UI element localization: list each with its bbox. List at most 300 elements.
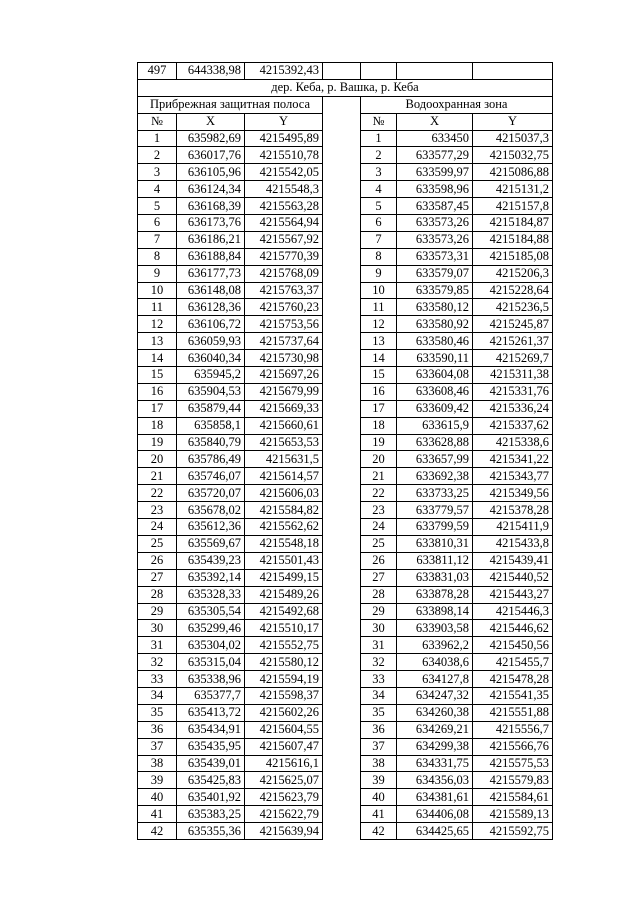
point-number: 29 bbox=[361, 603, 397, 620]
point-number: 16 bbox=[361, 383, 397, 400]
x-value: 636128,36 bbox=[177, 299, 245, 316]
table-row bbox=[138, 654, 553, 671]
y-value: 4215331,76 bbox=[473, 383, 553, 400]
y-value: 4215584,61 bbox=[473, 789, 553, 806]
y-value: 4215564,94 bbox=[245, 215, 323, 232]
x-value: 636188,84 bbox=[177, 248, 245, 265]
table-row bbox=[138, 772, 553, 789]
point-number: 40 bbox=[361, 789, 397, 806]
x-value: 636186,21 bbox=[177, 231, 245, 248]
point-number: 3 bbox=[138, 164, 177, 181]
title-row bbox=[138, 79, 553, 96]
point-number: 14 bbox=[138, 350, 177, 367]
x-value: 633962,2 bbox=[397, 637, 473, 654]
y-value: 4215653,53 bbox=[245, 434, 323, 451]
gap-cell bbox=[323, 772, 361, 789]
empty-cell bbox=[397, 63, 473, 80]
x-value: 635392,14 bbox=[177, 569, 245, 586]
y-value: 4215392,43 bbox=[245, 63, 323, 80]
gap-cell bbox=[323, 586, 361, 603]
table-row bbox=[138, 687, 553, 704]
y-value: 4215439,41 bbox=[473, 552, 553, 569]
gap-cell bbox=[323, 181, 361, 198]
table-row bbox=[138, 333, 553, 350]
table-row bbox=[138, 417, 553, 434]
y-value: 4215730,98 bbox=[245, 350, 323, 367]
point-number: 16 bbox=[138, 383, 177, 400]
point-number: 6 bbox=[138, 215, 177, 232]
gap-cell bbox=[323, 468, 361, 485]
point-number: 24 bbox=[361, 519, 397, 536]
col-header-x: X bbox=[177, 113, 245, 130]
y-value: 4215606,03 bbox=[245, 485, 323, 502]
x-value: 633811,12 bbox=[397, 552, 473, 569]
point-number: 30 bbox=[138, 620, 177, 637]
gap-cell bbox=[323, 231, 361, 248]
point-number: 41 bbox=[361, 806, 397, 823]
y-value: 4215770,39 bbox=[245, 248, 323, 265]
table-row bbox=[138, 603, 553, 620]
column-header-row bbox=[138, 113, 553, 130]
y-value: 4215562,62 bbox=[245, 519, 323, 536]
y-value: 4215563,28 bbox=[245, 198, 323, 215]
y-value: 4215760,23 bbox=[245, 299, 323, 316]
x-value: 636106,72 bbox=[177, 316, 245, 333]
y-value: 4215433,8 bbox=[473, 535, 553, 552]
table-row bbox=[138, 671, 553, 688]
y-value: 4215185,08 bbox=[473, 248, 553, 265]
gap-cell bbox=[323, 552, 361, 569]
point-number: 42 bbox=[361, 823, 397, 840]
y-value: 4215446,62 bbox=[473, 620, 553, 637]
point-number: 30 bbox=[361, 620, 397, 637]
y-value: 4215753,56 bbox=[245, 316, 323, 333]
y-value: 4215589,13 bbox=[473, 806, 553, 823]
point-number: 6 bbox=[361, 215, 397, 232]
table-row bbox=[138, 704, 553, 721]
point-number: 7 bbox=[361, 231, 397, 248]
y-value: 4215669,33 bbox=[245, 400, 323, 417]
table-row bbox=[138, 823, 553, 840]
y-value: 4215602,26 bbox=[245, 704, 323, 721]
point-number: 33 bbox=[138, 671, 177, 688]
gap-cell bbox=[323, 823, 361, 840]
y-value: 4215032,75 bbox=[473, 147, 553, 164]
point-number: 26 bbox=[138, 552, 177, 569]
y-value: 4215548,3 bbox=[245, 181, 323, 198]
point-number: 10 bbox=[138, 282, 177, 299]
x-value: 633573,31 bbox=[397, 248, 473, 265]
table-row bbox=[138, 586, 553, 603]
col-header-y: Y bbox=[245, 113, 323, 130]
x-value: 635377,7 bbox=[177, 687, 245, 704]
point-number: 1 bbox=[138, 130, 177, 147]
y-value: 4215236,5 bbox=[473, 299, 553, 316]
x-value: 635413,72 bbox=[177, 704, 245, 721]
table-row bbox=[138, 502, 553, 519]
gap-cell bbox=[323, 755, 361, 772]
y-value: 4215768,09 bbox=[245, 265, 323, 282]
x-value: 633657,99 bbox=[397, 451, 473, 468]
gap-cell bbox=[323, 806, 361, 823]
x-value: 636105,96 bbox=[177, 164, 245, 181]
x-value: 636177,73 bbox=[177, 265, 245, 282]
y-value: 4215542,05 bbox=[245, 164, 323, 181]
gap-cell bbox=[323, 738, 361, 755]
x-value: 633450 bbox=[397, 130, 473, 147]
y-value: 4215616,1 bbox=[245, 755, 323, 772]
x-value: 633580,46 bbox=[397, 333, 473, 350]
x-value: 635439,23 bbox=[177, 552, 245, 569]
point-number: 32 bbox=[138, 654, 177, 671]
y-value: 4215349,56 bbox=[473, 485, 553, 502]
gap-cell bbox=[323, 704, 361, 721]
point-number: 15 bbox=[361, 367, 397, 384]
x-value: 636148,08 bbox=[177, 282, 245, 299]
gap-cell bbox=[323, 164, 361, 181]
x-value: 633573,26 bbox=[397, 231, 473, 248]
y-value: 4215510,78 bbox=[245, 147, 323, 164]
table-row bbox=[138, 130, 553, 147]
point-number: 13 bbox=[138, 333, 177, 350]
point-number: 20 bbox=[361, 451, 397, 468]
gap-cell bbox=[323, 569, 361, 586]
point-number: 26 bbox=[361, 552, 397, 569]
point-number: 22 bbox=[138, 485, 177, 502]
point-number: 22 bbox=[361, 485, 397, 502]
point-number: 28 bbox=[361, 586, 397, 603]
point-number: 34 bbox=[361, 687, 397, 704]
point-number: 23 bbox=[138, 502, 177, 519]
y-value: 4215336,24 bbox=[473, 400, 553, 417]
point-number: 8 bbox=[138, 248, 177, 265]
table-row bbox=[138, 789, 553, 806]
x-value: 633878,28 bbox=[397, 586, 473, 603]
y-value: 4215763,37 bbox=[245, 282, 323, 299]
gap-cell bbox=[323, 265, 361, 282]
x-value: 633615,9 bbox=[397, 417, 473, 434]
y-value: 4215446,3 bbox=[473, 603, 553, 620]
point-number: 2 bbox=[361, 147, 397, 164]
gap-cell bbox=[323, 113, 361, 130]
gap-cell bbox=[323, 417, 361, 434]
point-number: 25 bbox=[138, 535, 177, 552]
y-value: 4215343,77 bbox=[473, 468, 553, 485]
table-row bbox=[138, 434, 553, 451]
point-number: 38 bbox=[361, 755, 397, 772]
x-value: 635786,49 bbox=[177, 451, 245, 468]
table-row bbox=[138, 806, 553, 823]
point-number: 39 bbox=[138, 772, 177, 789]
point-number: 39 bbox=[361, 772, 397, 789]
x-value: 633898,14 bbox=[397, 603, 473, 620]
gap-cell bbox=[323, 198, 361, 215]
gap-cell bbox=[323, 687, 361, 704]
gap-cell bbox=[323, 299, 361, 316]
x-value: 633587,45 bbox=[397, 198, 473, 215]
x-value: 633609,42 bbox=[397, 400, 473, 417]
point-number: 4 bbox=[138, 181, 177, 198]
point-number: 34 bbox=[138, 687, 177, 704]
y-value: 4215623,79 bbox=[245, 789, 323, 806]
point-number: 25 bbox=[361, 535, 397, 552]
col-header-x: X bbox=[397, 113, 473, 130]
gap-cell bbox=[323, 502, 361, 519]
point-number: 24 bbox=[138, 519, 177, 536]
table-row bbox=[138, 215, 553, 232]
y-value: 4215478,28 bbox=[473, 671, 553, 688]
y-value: 4215622,79 bbox=[245, 806, 323, 823]
point-number: 31 bbox=[138, 637, 177, 654]
point-number: 13 bbox=[361, 333, 397, 350]
gap-cell bbox=[323, 383, 361, 400]
y-value: 4215551,88 bbox=[473, 704, 553, 721]
empty-cell bbox=[361, 63, 397, 80]
x-value: 636124,34 bbox=[177, 181, 245, 198]
point-number: 20 bbox=[138, 451, 177, 468]
first-row bbox=[138, 63, 553, 80]
point-number: 497 bbox=[138, 63, 177, 80]
y-value: 4215245,87 bbox=[473, 316, 553, 333]
y-value: 4215341,22 bbox=[473, 451, 553, 468]
y-value: 4215566,76 bbox=[473, 738, 553, 755]
x-value: 635304,02 bbox=[177, 637, 245, 654]
point-number: 36 bbox=[361, 721, 397, 738]
y-value: 4215660,61 bbox=[245, 417, 323, 434]
point-number: 15 bbox=[138, 367, 177, 384]
table-row bbox=[138, 485, 553, 502]
x-value: 633810,31 bbox=[397, 535, 473, 552]
point-number: 38 bbox=[138, 755, 177, 772]
y-value: 4215206,3 bbox=[473, 265, 553, 282]
section-header-row bbox=[138, 96, 553, 113]
table-row bbox=[138, 552, 553, 569]
right-section-title: Водоохранная зона bbox=[361, 96, 553, 113]
x-value: 633903,58 bbox=[397, 620, 473, 637]
y-value: 4215157,8 bbox=[473, 198, 553, 215]
x-value: 633580,92 bbox=[397, 316, 473, 333]
y-value: 4215592,75 bbox=[473, 823, 553, 840]
point-number: 40 bbox=[138, 789, 177, 806]
gap-cell bbox=[323, 215, 361, 232]
y-value: 4215552,75 bbox=[245, 637, 323, 654]
point-number: 37 bbox=[361, 738, 397, 755]
y-value: 4215086,88 bbox=[473, 164, 553, 181]
point-number: 29 bbox=[138, 603, 177, 620]
gap-cell bbox=[323, 434, 361, 451]
x-value: 635439,01 bbox=[177, 755, 245, 772]
point-number: 17 bbox=[138, 400, 177, 417]
x-value: 636040,34 bbox=[177, 350, 245, 367]
x-value: 634269,21 bbox=[397, 721, 473, 738]
x-value: 635355,36 bbox=[177, 823, 245, 840]
table-row bbox=[138, 350, 553, 367]
x-value: 633628,88 bbox=[397, 434, 473, 451]
gap-cell bbox=[323, 333, 361, 350]
point-number: 18 bbox=[138, 417, 177, 434]
point-number: 17 bbox=[361, 400, 397, 417]
y-value: 4215492,68 bbox=[245, 603, 323, 620]
table-row bbox=[138, 383, 553, 400]
y-value: 4215495,89 bbox=[245, 130, 323, 147]
empty-cell bbox=[323, 63, 361, 80]
y-value: 4215510,17 bbox=[245, 620, 323, 637]
y-value: 4215501,43 bbox=[245, 552, 323, 569]
gap-cell bbox=[323, 367, 361, 384]
gap-cell bbox=[323, 282, 361, 299]
point-number: 5 bbox=[361, 198, 397, 215]
y-value: 4215639,94 bbox=[245, 823, 323, 840]
point-number: 12 bbox=[361, 316, 397, 333]
x-value: 633580,12 bbox=[397, 299, 473, 316]
point-number: 19 bbox=[138, 434, 177, 451]
table-row bbox=[138, 282, 553, 299]
y-value: 4215567,92 bbox=[245, 231, 323, 248]
col-header-number: № bbox=[138, 113, 177, 130]
gap-cell bbox=[323, 671, 361, 688]
table-title: дер. Кеба, р. Вашка, р. Кеба bbox=[138, 79, 553, 96]
point-number: 5 bbox=[138, 198, 177, 215]
y-value: 4215378,28 bbox=[473, 502, 553, 519]
x-value: 635569,67 bbox=[177, 535, 245, 552]
x-value: 636168,39 bbox=[177, 198, 245, 215]
col-header-number: № bbox=[361, 113, 397, 130]
y-value: 4215037,3 bbox=[473, 130, 553, 147]
x-value: 635435,95 bbox=[177, 738, 245, 755]
point-number: 37 bbox=[138, 738, 177, 755]
table-row bbox=[138, 721, 553, 738]
y-value: 4215541,35 bbox=[473, 687, 553, 704]
y-value: 4215631,5 bbox=[245, 451, 323, 468]
point-number: 33 bbox=[361, 671, 397, 688]
x-value: 635305,54 bbox=[177, 603, 245, 620]
y-value: 4215614,57 bbox=[245, 468, 323, 485]
x-value: 634127,8 bbox=[397, 671, 473, 688]
y-value: 4215580,12 bbox=[245, 654, 323, 671]
coordinates-table bbox=[137, 62, 553, 840]
x-value: 633779,57 bbox=[397, 502, 473, 519]
y-value: 4215443,27 bbox=[473, 586, 553, 603]
y-value: 4215489,26 bbox=[245, 586, 323, 603]
table-row bbox=[138, 535, 553, 552]
x-value: 635338,96 bbox=[177, 671, 245, 688]
point-number: 9 bbox=[138, 265, 177, 282]
x-value: 633831,03 bbox=[397, 569, 473, 586]
x-value: 634406,08 bbox=[397, 806, 473, 823]
gap-cell bbox=[323, 130, 361, 147]
y-value: 4215607,47 bbox=[245, 738, 323, 755]
y-value: 4215440,52 bbox=[473, 569, 553, 586]
x-value: 635315,04 bbox=[177, 654, 245, 671]
point-number: 18 bbox=[361, 417, 397, 434]
y-value: 4215594,19 bbox=[245, 671, 323, 688]
x-value: 644338,98 bbox=[177, 63, 245, 80]
table-row bbox=[138, 637, 553, 654]
y-value: 4215598,37 bbox=[245, 687, 323, 704]
table-row bbox=[138, 164, 553, 181]
table-row bbox=[138, 519, 553, 536]
y-value: 4215625,07 bbox=[245, 772, 323, 789]
table-row bbox=[138, 299, 553, 316]
y-value: 4215679,99 bbox=[245, 383, 323, 400]
point-number: 32 bbox=[361, 654, 397, 671]
y-value: 4215228,64 bbox=[473, 282, 553, 299]
point-number: 42 bbox=[138, 823, 177, 840]
x-value: 634247,32 bbox=[397, 687, 473, 704]
point-number: 31 bbox=[361, 637, 397, 654]
point-number: 35 bbox=[138, 704, 177, 721]
gap-cell bbox=[323, 519, 361, 536]
table-row bbox=[138, 265, 553, 282]
left-section-title: Прибрежная защитная полоса bbox=[138, 96, 323, 113]
x-value: 635328,33 bbox=[177, 586, 245, 603]
y-value: 4215131,2 bbox=[473, 181, 553, 198]
y-value: 4215455,7 bbox=[473, 654, 553, 671]
x-value: 635982,69 bbox=[177, 130, 245, 147]
table-row bbox=[138, 181, 553, 198]
x-value: 635904,53 bbox=[177, 383, 245, 400]
x-value: 634331,75 bbox=[397, 755, 473, 772]
x-value: 635945,2 bbox=[177, 367, 245, 384]
x-value: 635612,36 bbox=[177, 519, 245, 536]
x-value: 635425,83 bbox=[177, 772, 245, 789]
point-number: 21 bbox=[361, 468, 397, 485]
point-number: 19 bbox=[361, 434, 397, 451]
point-number: 3 bbox=[361, 164, 397, 181]
x-value: 634299,38 bbox=[397, 738, 473, 755]
y-value: 4215737,64 bbox=[245, 333, 323, 350]
empty-cell bbox=[473, 63, 553, 80]
y-value: 4215604,55 bbox=[245, 721, 323, 738]
point-number: 23 bbox=[361, 502, 397, 519]
x-value: 635678,02 bbox=[177, 502, 245, 519]
x-value: 635840,79 bbox=[177, 434, 245, 451]
y-value: 4215269,7 bbox=[473, 350, 553, 367]
x-value: 635383,25 bbox=[177, 806, 245, 823]
col-header-y: Y bbox=[473, 113, 553, 130]
point-number: 10 bbox=[361, 282, 397, 299]
x-value: 633604,08 bbox=[397, 367, 473, 384]
table-row bbox=[138, 620, 553, 637]
gap-cell bbox=[323, 400, 361, 417]
gap-cell bbox=[323, 721, 361, 738]
y-value: 4215499,15 bbox=[245, 569, 323, 586]
x-value: 635858,1 bbox=[177, 417, 245, 434]
point-number: 11 bbox=[138, 299, 177, 316]
gap-cell bbox=[323, 96, 361, 113]
x-value: 635434,91 bbox=[177, 721, 245, 738]
x-value: 633733,25 bbox=[397, 485, 473, 502]
point-number: 1 bbox=[361, 130, 397, 147]
y-value: 4215579,83 bbox=[473, 772, 553, 789]
y-value: 4215697,26 bbox=[245, 367, 323, 384]
x-value: 633590,11 bbox=[397, 350, 473, 367]
x-value: 633577,29 bbox=[397, 147, 473, 164]
gap-cell bbox=[323, 603, 361, 620]
table-row bbox=[138, 400, 553, 417]
point-number: 28 bbox=[138, 586, 177, 603]
point-number: 35 bbox=[361, 704, 397, 721]
gap-cell bbox=[323, 485, 361, 502]
table-row bbox=[138, 316, 553, 333]
point-number: 8 bbox=[361, 248, 397, 265]
table-row bbox=[138, 738, 553, 755]
y-value: 4215311,38 bbox=[473, 367, 553, 384]
table-row bbox=[138, 367, 553, 384]
y-value: 4215584,82 bbox=[245, 502, 323, 519]
x-value: 633692,38 bbox=[397, 468, 473, 485]
gap-cell bbox=[323, 789, 361, 806]
